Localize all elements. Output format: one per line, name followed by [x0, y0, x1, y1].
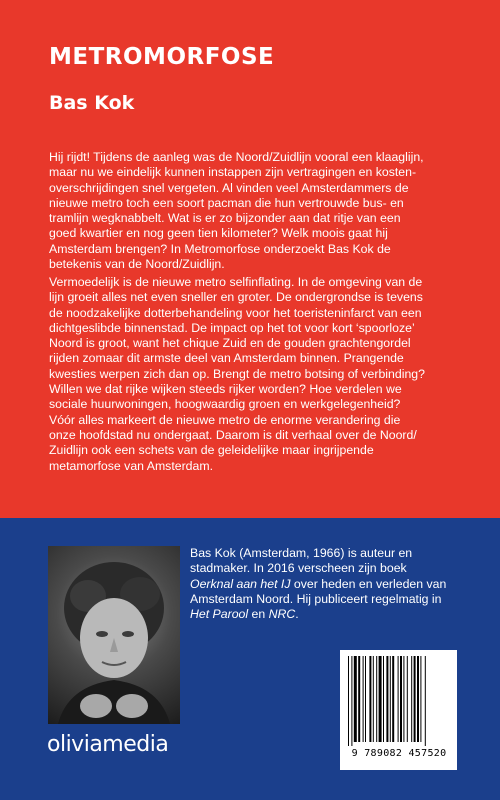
- isbn-barcode: [340, 650, 457, 770]
- bio-newspaper-1: Het Parool: [190, 607, 249, 622]
- bio-text-3: en: [248, 607, 269, 622]
- book-title: METROMORFOSE: [49, 44, 275, 70]
- barcode-bars: [346, 656, 451, 746]
- bio-newspaper-2: NRC: [268, 607, 296, 622]
- blurb-paragraph-2: Vermoedelijk is de nieuwe metro selfinflating. In de omgeving van de lijn groeit alles net even sneller en groter. De ondergrondse is tevens de noodzakelijke dotterbehandeling voor het toeristeninfarct van een dichtgeslibde binnenstad. De impact op het tot voor kort ‘spoorloze’ Noord is groot, want het chique Zuid en de gouden grachtengordel rijden zomaar dit armste deel van Amsterdam binnen. Prangende kwesties werpen zich dan op. Brengt de metro botsing of verbinding? Willen we dat rijke wijken steeds rijker worden? Hoe verdelen we sociale huurwoningen, hoogwaardig groen en werkgelegenheid? Vóór alles markeert de nieuwe metro de enorme verandering die onze hoofdstad nu ondergaat. Daarom is dit verhaal over de Noord/ Zuidlijn ook een schets van de geleidelijke maar ingrijpende metamorfose van Amsterdam.: [49, 275, 425, 473]
- author-bio: [190, 546, 460, 622]
- publisher-logo: oliviamedia: [47, 732, 169, 757]
- bio-text-2: over heden en verleden van Amsterdam Noord. Hij publiceert regelmatig in: [190, 576, 447, 606]
- isbn-number: 9 789082 457520: [351, 748, 447, 759]
- bio-text-1: Bas Kok (Amsterdam, 1966) is auteur en stadmaker. In 2016 verscheen zijn boek: [190, 546, 413, 576]
- author-name: Bas Kok: [49, 92, 135, 114]
- blurb-paragraph-1: Hij rijdt! Tijdens de aanleg was de Noord/Zuidlijn vooral een klaaglijn, maar nu we eindelijk kunnen instappen zijn vertragingen en kosten- overschrijdingen snel vergeten. Al vinden veel Amsterdammers de nieuwe metro toch een soort pacman die hun vertrouwde bus- en tramlijn wegknabbelt. Wat is er zo bijzonder aan dat ritje van een goed kwartier en nog geen tien kilometer? Welk moois gaat hij Amsterdam brengen? In Metromorfose onderzoekt Bas Kok de betekenis van de Noord/Zuidlijn.: [49, 150, 424, 272]
- bio-book-title: Oerknal aan het IJ: [190, 576, 291, 591]
- author-photo: [48, 546, 180, 724]
- bio-text-4: .: [295, 607, 299, 622]
